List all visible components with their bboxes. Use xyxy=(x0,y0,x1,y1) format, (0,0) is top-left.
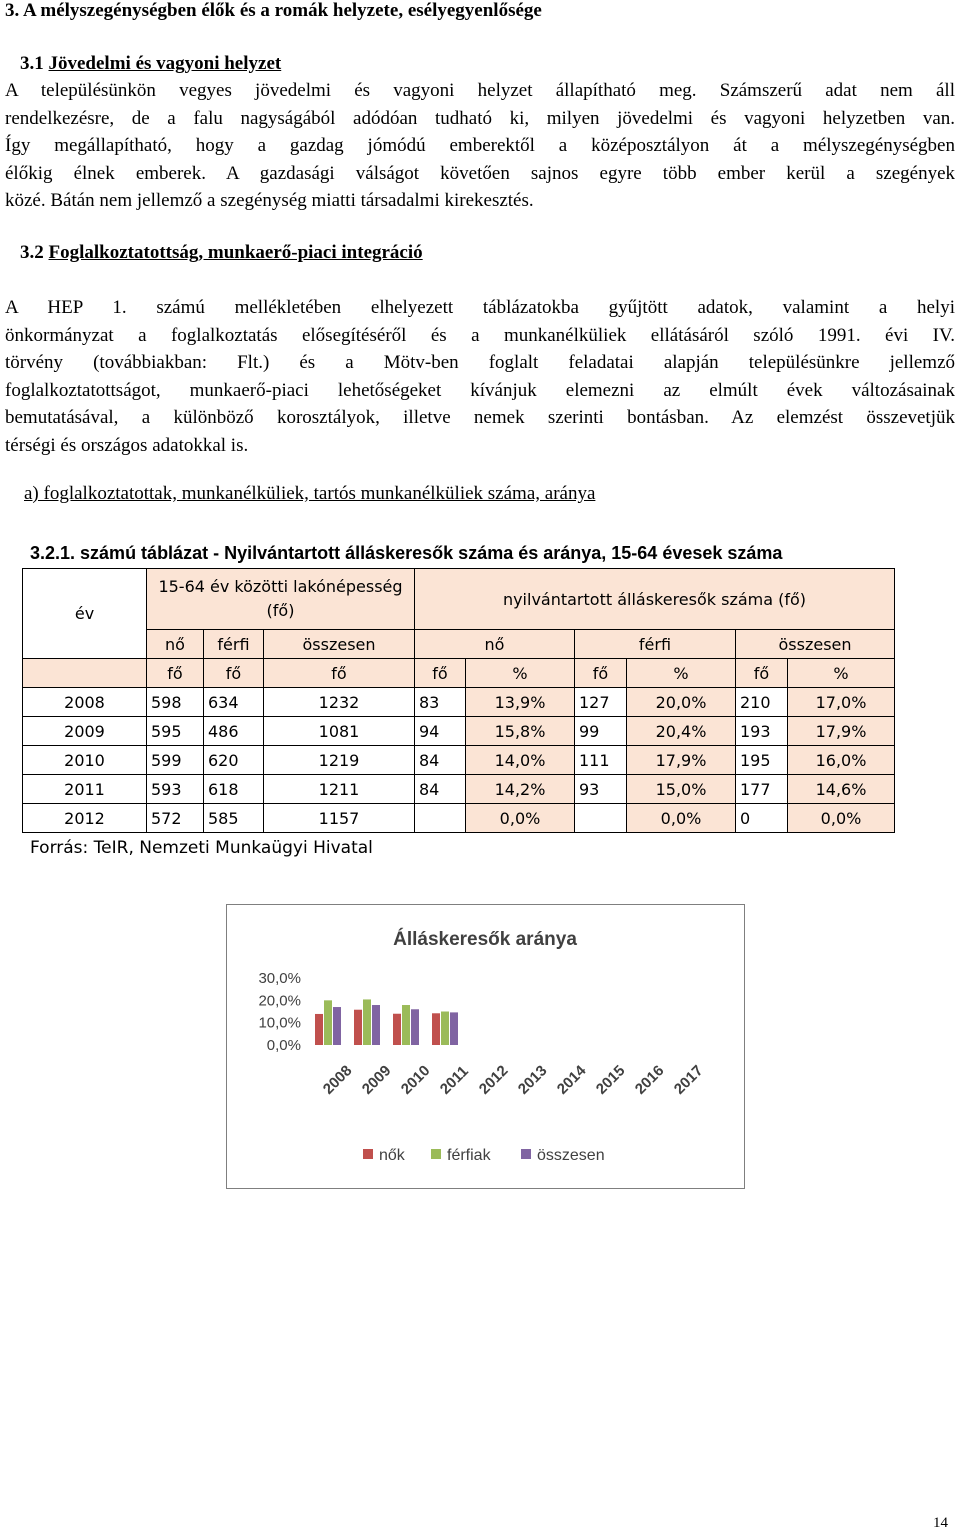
header-year: év xyxy=(23,569,147,659)
table-cell: 0,0% xyxy=(627,804,736,833)
table-cell xyxy=(415,804,466,833)
section-title: Foglalkoztatottság, munkaerő-piaci integráció xyxy=(48,242,423,263)
section-title: Jövedelmi és vagyoni helyzet xyxy=(48,53,282,74)
year-cell: 2011 xyxy=(23,775,147,804)
paragraph-line: A településünkön vegyes jövedelmi és vagyoni helyzet állapítható meg. Számszerű adat nem áll xyxy=(5,80,955,101)
y-tick-label: 10,0% xyxy=(258,1014,301,1032)
table-cell: 99 xyxy=(575,717,627,746)
unit-cell: % xyxy=(788,659,895,688)
header-female: nő xyxy=(147,630,204,659)
table-header-row xyxy=(23,569,895,630)
bar-férfiak-2008 xyxy=(324,1000,332,1045)
paragraph-line: rendelkezésre, de a falu nagyságából adódóan tudható ki, milyen jövedelmi és vagyoni helyzetben van. xyxy=(5,107,955,129)
legend-swatch xyxy=(521,1149,531,1159)
header-female: nő xyxy=(415,630,575,659)
table-row xyxy=(23,717,895,746)
table-cell: 593 xyxy=(147,775,204,804)
table-cell: 1232 xyxy=(264,688,415,717)
unit-cell xyxy=(23,659,147,688)
x-tick-label: 2016 xyxy=(631,1062,668,1098)
bar-chart xyxy=(227,905,744,1188)
table-caption: 3.2.1. számú táblázat - Nyilvántartott álláskeresők száma és aránya, 15-64 évesek száma xyxy=(30,543,783,563)
table-cell: 94 xyxy=(415,717,466,746)
table-cell: 620 xyxy=(204,746,264,775)
bar-összesen-2010 xyxy=(411,1009,419,1045)
chart-container xyxy=(226,904,745,1189)
paragraph-line: törvény (továbbiakban: Flt.) és a Mötv-ben foglalt feladatai alapján településünkre jellemző xyxy=(5,352,955,373)
unit-cell: fő xyxy=(736,659,788,688)
paragraph-income xyxy=(5,77,955,215)
paragraph-line: Így megállapítható, hogy a gazdag jómódú emberektől a középosztályon át a mélyszegénységben xyxy=(5,135,955,156)
subheading-a: a) foglalkoztatottak, munkanélküliek, tartós munkanélküliek száma, aránya xyxy=(24,483,596,504)
table-cell: 20,0% xyxy=(627,688,736,717)
bar-nők-2009 xyxy=(354,1010,362,1045)
table-cell: 13,9% xyxy=(466,688,575,717)
unit-cell: fő xyxy=(264,659,415,688)
table-cell: 595 xyxy=(147,717,204,746)
unit-cell: fő xyxy=(415,659,466,688)
paragraph-line: A HEP 1. számú mellékletében elhelyezett táblázatokba gyűjtött adatok, valamint a helyi xyxy=(5,297,955,318)
table-cell: 127 xyxy=(575,688,627,717)
jobseekers-table xyxy=(22,568,895,833)
legend-label: összesen xyxy=(537,1147,605,1164)
table-cell: 0,0% xyxy=(788,804,895,833)
x-tick-label: 2013 xyxy=(514,1062,551,1098)
bar-férfiak-2009 xyxy=(363,999,371,1045)
table-cell: 93 xyxy=(575,775,627,804)
bar-férfiak-2011 xyxy=(441,1012,449,1046)
y-tick-label: 30,0% xyxy=(258,970,301,987)
header-population: 15-64 év közötti lakónépesség (fő) xyxy=(147,569,415,630)
table-cell: 210 xyxy=(736,688,788,717)
bar-nők-2010 xyxy=(393,1014,401,1045)
unit-cell: fő xyxy=(147,659,204,688)
year-cell: 2010 xyxy=(23,746,147,775)
table-cell: 1157 xyxy=(264,804,415,833)
table-cell: 15,8% xyxy=(466,717,575,746)
paragraph-line: térségi és országos adatokkal is. xyxy=(5,434,249,456)
table-unit-row xyxy=(23,659,895,688)
table-cell: 486 xyxy=(204,717,264,746)
paragraph-line: foglalkoztatottságot, munkaerő-piaci lehetőségeket kívánjuk elemezni az elmúlt évek változásainak xyxy=(5,379,955,401)
legend-swatch xyxy=(363,1149,373,1159)
table-cell: 16,0% xyxy=(788,746,895,775)
table-cell: 177 xyxy=(736,775,788,804)
bar-összesen-2008 xyxy=(333,1007,341,1045)
table-cell: 14,0% xyxy=(466,746,575,775)
paragraph-employment xyxy=(5,294,955,459)
x-tick-label: 2014 xyxy=(553,1062,590,1098)
legend-swatch xyxy=(431,1149,441,1159)
section-3-2-heading xyxy=(20,242,423,264)
table-cell: 598 xyxy=(147,688,204,717)
table-cell: 14,2% xyxy=(466,775,575,804)
table-header-row xyxy=(23,630,895,659)
y-tick-label: 20,0% xyxy=(258,992,301,1010)
table-cell: 17,9% xyxy=(788,717,895,746)
bar-nők-2011 xyxy=(432,1013,440,1045)
legend-label: nők xyxy=(379,1147,405,1164)
table-row xyxy=(23,688,895,717)
unit-cell: fő xyxy=(575,659,627,688)
table-cell: 1219 xyxy=(264,746,415,775)
bar-férfiak-2010 xyxy=(402,1005,410,1045)
x-tick-label: 2017 xyxy=(670,1062,707,1098)
table-cell: 193 xyxy=(736,717,788,746)
table-cell: 618 xyxy=(204,775,264,804)
x-tick-label: 2008 xyxy=(319,1062,356,1098)
paragraph-line: élőkig élnek emberek. A gazdasági válságot követően sajnos egyre több ember kerül a szegények xyxy=(5,162,955,184)
table-body xyxy=(23,688,895,833)
source-note: Forrás: TeIR, Nemzeti Munkaügyi Hivatal xyxy=(30,838,373,858)
section-number: 3.1 xyxy=(20,53,44,74)
chapter-heading: 3. A mélyszegénységben élők és a romák helyzete, esélyegyenlősége xyxy=(5,0,542,21)
table-cell: 585 xyxy=(204,804,264,833)
x-tick-label: 2009 xyxy=(358,1062,395,1098)
table-cell: 0 xyxy=(736,804,788,833)
table-cell: 17,9% xyxy=(627,746,736,775)
x-tick-label: 2011 xyxy=(436,1062,472,1098)
bar-összesen-2009 xyxy=(372,1005,380,1045)
table-cell: 111 xyxy=(575,746,627,775)
table-cell: 15,0% xyxy=(627,775,736,804)
bar-összesen-2011 xyxy=(450,1012,458,1045)
header-male: férfi xyxy=(575,630,736,659)
x-tick-label: 2012 xyxy=(475,1062,512,1098)
table-cell: 599 xyxy=(147,746,204,775)
header-registered: nyilvántartott álláskeresők száma (fő) xyxy=(415,569,895,630)
x-tick-label: 2010 xyxy=(397,1062,434,1098)
x-tick-label: 2015 xyxy=(592,1062,629,1098)
table-cell: 14,6% xyxy=(788,775,895,804)
table-cell: 634 xyxy=(204,688,264,717)
table-cell: 572 xyxy=(147,804,204,833)
unit-cell: % xyxy=(466,659,575,688)
paragraph-line: közé. Bátán nem jellemző a szegénység miatti társadalmi kirekesztés. xyxy=(5,190,534,211)
table-row xyxy=(23,746,895,775)
header-total: összesen xyxy=(736,630,895,659)
table-cell: 84 xyxy=(415,775,466,804)
table-cell: 0,0% xyxy=(466,804,575,833)
table-cell xyxy=(575,804,627,833)
paragraph-line: bemutatásával, a különböző korosztályok, illetve nemek szerinti bontásban. Az elemzést összevetjük xyxy=(5,407,955,428)
section-number: 3.2 xyxy=(20,242,44,263)
unit-cell: fő xyxy=(204,659,264,688)
table-cell: 1081 xyxy=(264,717,415,746)
year-cell: 2008 xyxy=(23,688,147,717)
year-cell: 2012 xyxy=(23,804,147,833)
table-cell: 84 xyxy=(415,746,466,775)
table-cell: 17,0% xyxy=(788,688,895,717)
header-male: férfi xyxy=(204,630,264,659)
chart-title: Álláskeresők aránya xyxy=(393,929,577,950)
paragraph-line: önkormányzat a foglalkoztatás elősegítéséről és a munkanélküliek ellátásáról szóló 1991. évi IV. xyxy=(5,324,955,346)
table-row xyxy=(23,804,895,833)
table-cell: 195 xyxy=(736,746,788,775)
table-cell: 20,4% xyxy=(627,717,736,746)
year-cell: 2009 xyxy=(23,717,147,746)
table-cell: 1211 xyxy=(264,775,415,804)
legend-label: férfiak xyxy=(447,1147,491,1164)
bar-nők-2008 xyxy=(315,1014,323,1045)
header-total: összesen xyxy=(264,630,415,659)
page-number: 14 xyxy=(933,1515,948,1531)
y-tick-label: 0,0% xyxy=(266,1037,301,1054)
unit-cell: % xyxy=(627,659,736,688)
section-3-1-heading xyxy=(20,53,281,75)
table-row xyxy=(23,775,895,804)
table-cell: 83 xyxy=(415,688,466,717)
